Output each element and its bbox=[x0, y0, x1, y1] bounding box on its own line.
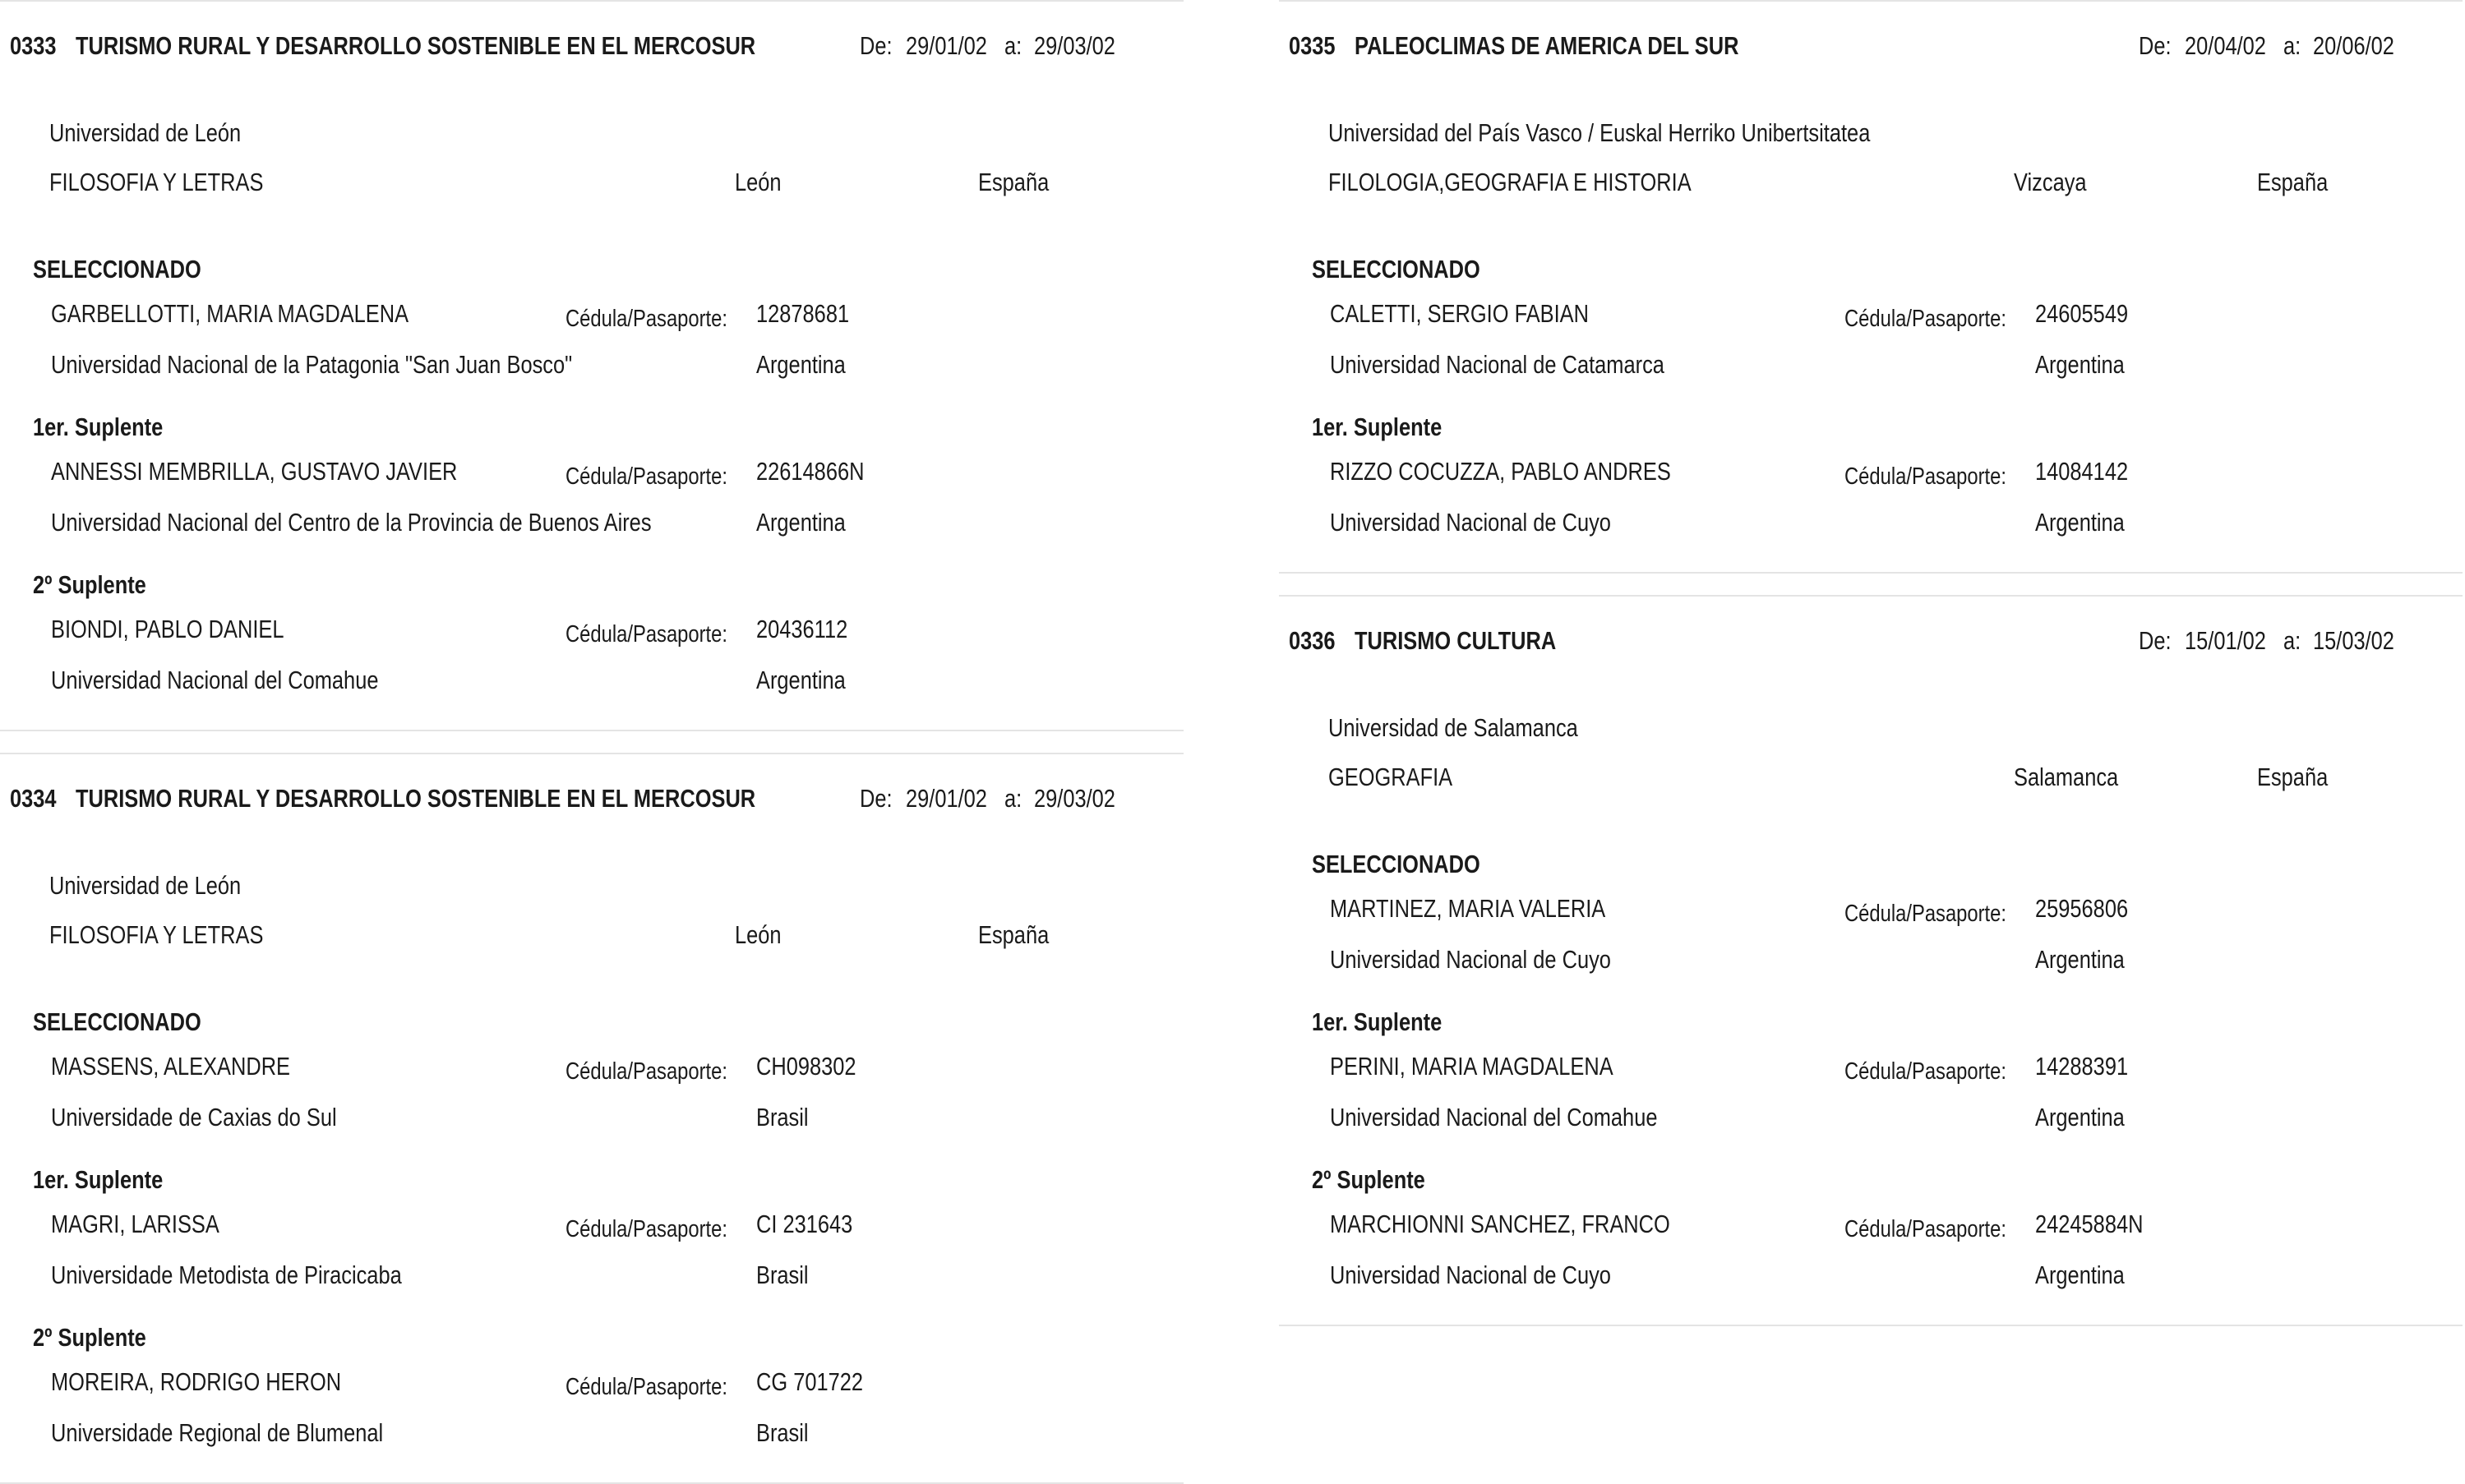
candidate-country: Argentina bbox=[2035, 1103, 2125, 1131]
course-code: 0333 bbox=[10, 31, 57, 60]
candidate-id: 14084142 bbox=[2035, 457, 2129, 486]
candidate-university: Universidad Nacional del Comahue bbox=[51, 666, 379, 694]
candidate-name: MARTINEZ, MARIA VALERIA bbox=[1330, 894, 1606, 923]
course-code: 0336 bbox=[1289, 626, 1336, 655]
candidate-country: Argentina bbox=[756, 508, 846, 537]
candidate-university: Universidad Nacional de la Patagonia "San Juan Bosco" bbox=[51, 350, 573, 379]
candidate-country: Argentina bbox=[2035, 1260, 2125, 1289]
candidate-university: Universidade Metodista de Piracicaba bbox=[51, 1260, 402, 1289]
candidate-name: ANNESSI MEMBRILLA, GUSTAVO JAVIER bbox=[51, 457, 458, 486]
id-label: Cédula/Pasaporte: bbox=[565, 463, 727, 490]
candidate-role: SELECCIONADO bbox=[33, 1007, 201, 1036]
candidate-id: 25956806 bbox=[2035, 894, 2129, 923]
candidate-university: Universidad Nacional del Centro de la Provincia de Buenos Aires bbox=[51, 508, 652, 537]
candidate-role: SELECCIONADO bbox=[33, 255, 201, 283]
candidate-role: SELECCIONADO bbox=[1312, 850, 1480, 878]
divider bbox=[1279, 0, 2463, 2]
candidate-name: GARBELLOTTI, MARIA MAGDALENA bbox=[51, 299, 409, 328]
candidate-country: Argentina bbox=[756, 350, 846, 379]
candidate-country: Brasil bbox=[756, 1103, 809, 1131]
from-label: De: bbox=[860, 31, 893, 60]
id-label: Cédula/Pasaporte: bbox=[565, 1374, 727, 1400]
candidate-id: CG 701722 bbox=[756, 1367, 864, 1396]
divider bbox=[0, 753, 1184, 754]
id-label: Cédula/Pasaporte: bbox=[565, 621, 727, 648]
divider bbox=[1279, 572, 2463, 574]
candidate-university: Universidade Regional de Blumenal bbox=[51, 1418, 384, 1447]
from-label: De: bbox=[2139, 31, 2172, 60]
candidate-id: CH098302 bbox=[756, 1052, 856, 1081]
to-label: a: bbox=[1004, 31, 1022, 60]
candidate-name: MAGRI, LARISSA bbox=[51, 1210, 219, 1238]
candidate-role: 2º Suplente bbox=[33, 1323, 146, 1352]
candidate-name: MOREIRA, RODRIGO HERON bbox=[51, 1367, 342, 1396]
candidate-id: 24245884N bbox=[2035, 1210, 2144, 1238]
id-label: Cédula/Pasaporte: bbox=[565, 1216, 727, 1242]
candidate-id: 20436112 bbox=[756, 615, 848, 643]
to-date: 29/03/02 bbox=[1034, 31, 1115, 60]
divider bbox=[1279, 1325, 2463, 1326]
host-university: Universidad de Salamanca bbox=[1328, 713, 1578, 742]
from-label: De: bbox=[860, 784, 893, 813]
course-title: TURISMO RURAL Y DESARROLLO SOSTENIBLE EN EL MERCOSUR bbox=[76, 784, 756, 813]
faculty: FILOSOFIA Y LETRAS bbox=[49, 168, 264, 196]
candidate-role: 1er. Suplente bbox=[33, 1165, 164, 1194]
host-country: España bbox=[978, 168, 1050, 196]
candidate-name: PERINI, MARIA MAGDALENA bbox=[1330, 1052, 1613, 1081]
candidate-name: RIZZO COCUZZA, PABLO ANDRES bbox=[1330, 457, 1671, 486]
to-label: a: bbox=[1004, 784, 1022, 813]
course-block-0336 bbox=[1279, 595, 2463, 1318]
divider bbox=[0, 730, 1184, 731]
id-label: Cédula/Pasaporte: bbox=[1844, 901, 2006, 927]
host-country: España bbox=[978, 920, 1050, 949]
divider bbox=[0, 0, 1184, 2]
faculty: GEOGRAFIA bbox=[1328, 763, 1453, 791]
to-date: 20/06/02 bbox=[2313, 31, 2394, 60]
faculty: FILOLOGIA,GEOGRAFIA E HISTORIA bbox=[1328, 168, 1692, 196]
host-university: Universidad del País Vasco / Euskal Herriko Unibertsitatea bbox=[1328, 118, 1871, 147]
host-city: León bbox=[735, 920, 782, 949]
course-title: PALEOCLIMAS DE AMERICA DEL SUR bbox=[1355, 31, 1739, 60]
course-title: TURISMO RURAL Y DESARROLLO SOSTENIBLE EN EL MERCOSUR bbox=[76, 31, 756, 60]
to-date: 29/03/02 bbox=[1034, 784, 1115, 813]
candidate-university: Universidade de Caxias do Sul bbox=[51, 1103, 337, 1131]
candidate-country: Argentina bbox=[756, 666, 846, 694]
id-label: Cédula/Pasaporte: bbox=[565, 306, 727, 332]
id-label: Cédula/Pasaporte: bbox=[1844, 463, 2006, 490]
from-label: De: bbox=[2139, 626, 2172, 655]
host-country: España bbox=[2257, 763, 2329, 791]
id-label: Cédula/Pasaporte: bbox=[1844, 1216, 2006, 1242]
candidate-university: Universidad Nacional del Comahue bbox=[1330, 1103, 1658, 1131]
course-code: 0334 bbox=[10, 784, 57, 813]
candidate-id: 12878681 bbox=[756, 299, 850, 328]
to-label: a: bbox=[2283, 626, 2301, 655]
to-date: 15/03/02 bbox=[2313, 626, 2394, 655]
candidate-role: 2º Suplente bbox=[33, 570, 146, 599]
to-label: a: bbox=[2283, 31, 2301, 60]
candidate-country: Argentina bbox=[2035, 350, 2125, 379]
candidate-role: 2º Suplente bbox=[1312, 1165, 1425, 1194]
host-university: Universidad de León bbox=[49, 118, 242, 147]
candidate-name: BIONDI, PABLO DANIEL bbox=[51, 615, 284, 643]
candidate-name: MASSENS, ALEXANDRE bbox=[51, 1052, 291, 1081]
faculty: FILOSOFIA Y LETRAS bbox=[49, 920, 264, 949]
candidate-university: Universidad Nacional de Catamarca bbox=[1330, 350, 1664, 379]
candidate-name: MARCHIONNI SANCHEZ, FRANCO bbox=[1330, 1210, 1670, 1238]
from-date: 29/01/02 bbox=[906, 784, 987, 813]
course-title: TURISMO CULTURA bbox=[1355, 626, 1557, 655]
course-block-0334 bbox=[0, 753, 1184, 1476]
candidate-country: Argentina bbox=[2035, 945, 2125, 974]
host-university: Universidad de León bbox=[49, 871, 242, 900]
id-label: Cédula/Pasaporte: bbox=[1844, 306, 2006, 332]
from-date: 15/01/02 bbox=[2185, 626, 2266, 655]
candidate-university: Universidad Nacional de Cuyo bbox=[1330, 508, 1611, 537]
id-label: Cédula/Pasaporte: bbox=[1844, 1058, 2006, 1085]
host-city: Vizcaya bbox=[2014, 168, 2087, 196]
course-block-0333 bbox=[0, 0, 1184, 723]
candidate-role: 1er. Suplente bbox=[1312, 412, 1443, 441]
host-country: España bbox=[2257, 168, 2329, 196]
candidate-university: Universidad Nacional de Cuyo bbox=[1330, 945, 1611, 974]
candidate-id: 24605549 bbox=[2035, 299, 2129, 328]
from-date: 20/04/02 bbox=[2185, 31, 2266, 60]
course-code: 0335 bbox=[1289, 31, 1336, 60]
candidate-role: 1er. Suplente bbox=[33, 412, 164, 441]
candidate-country: Brasil bbox=[756, 1418, 809, 1447]
candidate-country: Brasil bbox=[756, 1260, 809, 1289]
candidate-role: SELECCIONADO bbox=[1312, 255, 1480, 283]
candidate-university: Universidad Nacional de Cuyo bbox=[1330, 1260, 1611, 1289]
candidate-id: CI 231643 bbox=[756, 1210, 853, 1238]
from-date: 29/01/02 bbox=[906, 31, 987, 60]
candidate-role: 1er. Suplente bbox=[1312, 1007, 1443, 1036]
candidate-country: Argentina bbox=[2035, 508, 2125, 537]
divider bbox=[1279, 595, 2463, 597]
id-label: Cédula/Pasaporte: bbox=[565, 1058, 727, 1085]
host-city: León bbox=[735, 168, 782, 196]
candidate-id: 22614866N bbox=[756, 457, 865, 486]
candidate-name: CALETTI, SERGIO FABIAN bbox=[1330, 299, 1589, 328]
candidate-id: 14288391 bbox=[2035, 1052, 2129, 1081]
host-city: Salamanca bbox=[2014, 763, 2119, 791]
